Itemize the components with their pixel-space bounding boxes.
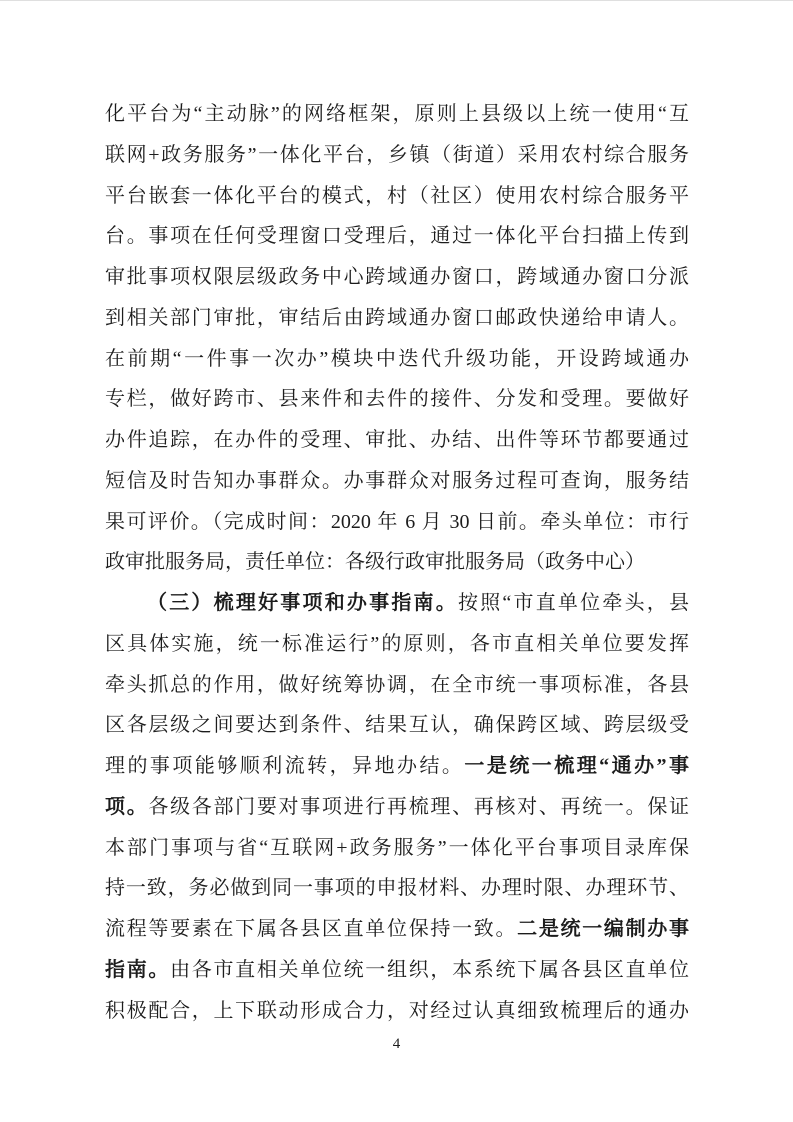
text-segment: 牵头抓总的作用，做好统筹协调，在全市统一事项标准，各县 xyxy=(105,673,689,696)
bold-text-segment: 指南。 xyxy=(105,958,171,981)
text-line-21 xyxy=(105,909,689,950)
text-line-12 xyxy=(105,542,689,583)
text-segment: 台。事项在任何受理窗口受理后，通过一体化平台扫描上传到 xyxy=(105,225,689,248)
text-segment: 化平台为“主动脉”的网络框架，原则上县级以上统一使用“互 xyxy=(105,103,689,125)
text-line-16 xyxy=(105,705,689,746)
text-line-6 xyxy=(105,298,689,339)
body-text-block xyxy=(105,94,689,1031)
text-line-8 xyxy=(105,379,689,420)
text-segment: 区各层级之间要达到条件、结果互认，确保跨区域、跨层级受 xyxy=(105,714,689,737)
text-line-19 xyxy=(105,828,689,869)
text-line-15 xyxy=(105,665,689,706)
text-segment: 按照“市直单位牵头，县 xyxy=(457,592,689,614)
text-segment: 果可评价。（完成时间：2020 年 6 月 30 日前。牵头单位：市行 xyxy=(105,510,689,533)
text-line-17 xyxy=(105,746,689,787)
text-segment: 在前期“一件事一次办”模块中迭代升级功能，开设跨域通办 xyxy=(105,347,689,370)
text-segment: 政审批服务局，责任单位：各级行政审批服务局（政务中心） xyxy=(105,551,645,574)
text-line-18 xyxy=(105,787,689,828)
page-top-edge xyxy=(0,0,793,1)
text-line-13 xyxy=(105,583,689,624)
text-line-1 xyxy=(105,94,689,135)
text-line-11 xyxy=(105,502,689,543)
text-segment: 区具体实施，统一标准运行”的原则，各市直相关单位要发挥 xyxy=(105,632,689,655)
bold-text-segment: （三）梳理好事项和办事指南。 xyxy=(147,592,458,614)
bold-text-segment: 一是统一梳理“通办”事 xyxy=(464,755,689,777)
text-line-7 xyxy=(105,339,689,380)
text-segment: 持一致，务必做到同一事项的申报材料、办理时限、办理环节、 xyxy=(105,877,689,900)
text-segment: 平台嵌套一体化平台的模式，村（社区）使用农村综合服务平 xyxy=(105,184,689,207)
text-segment: 专栏，做好跨市、县来件和去件的接件、分发和受理。要做好 xyxy=(105,388,689,411)
text-line-23 xyxy=(105,991,689,1032)
text-line-20 xyxy=(105,868,689,909)
text-segment: 联网+政务服务”一体化平台，乡镇（街道）采用农村综合服务 xyxy=(105,143,689,166)
text-line-5 xyxy=(105,257,689,298)
text-segment: 办件追踪，在办件的受理、审批、办结、出件等环节都要通过 xyxy=(105,429,689,451)
text-segment: 各级各部门要对事项进行再梳理、再核对、再统一。保证 xyxy=(148,795,689,818)
text-segment: 积极配合，上下联动形成合力，对经过认真细致梳理后的通办 xyxy=(105,999,689,1022)
bold-text-segment: 二是统一编制办事 xyxy=(517,918,689,940)
text-line-14 xyxy=(105,624,689,665)
text-line-2 xyxy=(105,135,689,176)
text-segment: 到相关部门审批，审结后由跨域通办窗口邮政快递给申请人。 xyxy=(105,306,689,329)
text-segment: 由各市直相关单位统一组织，本系统下属各县区直单位 xyxy=(170,958,689,981)
text-segment: 理的事项能够顺利流转，异地办结。 xyxy=(105,755,465,777)
text-line-3 xyxy=(105,176,689,217)
text-line-9 xyxy=(105,420,689,461)
text-segment: 流程等要素在下属各县区直单位保持一致。 xyxy=(105,918,518,940)
page-number: 4 xyxy=(392,1036,401,1052)
text-line-22 xyxy=(105,950,689,991)
text-segment: 短信及时告知办事群众。办事群众对服务过程可查询，服务结 xyxy=(105,469,689,492)
bold-text-segment: 项。 xyxy=(105,795,149,818)
text-line-10 xyxy=(105,461,689,502)
text-segment: 审批事项权限层级政务中心跨域通办窗口，跨域通办窗口分派 xyxy=(105,266,689,288)
text-line-4 xyxy=(105,216,689,257)
text-segment: 本部门事项与省“互联网+政务服务”一体化平台事项目录库保 xyxy=(105,836,689,859)
